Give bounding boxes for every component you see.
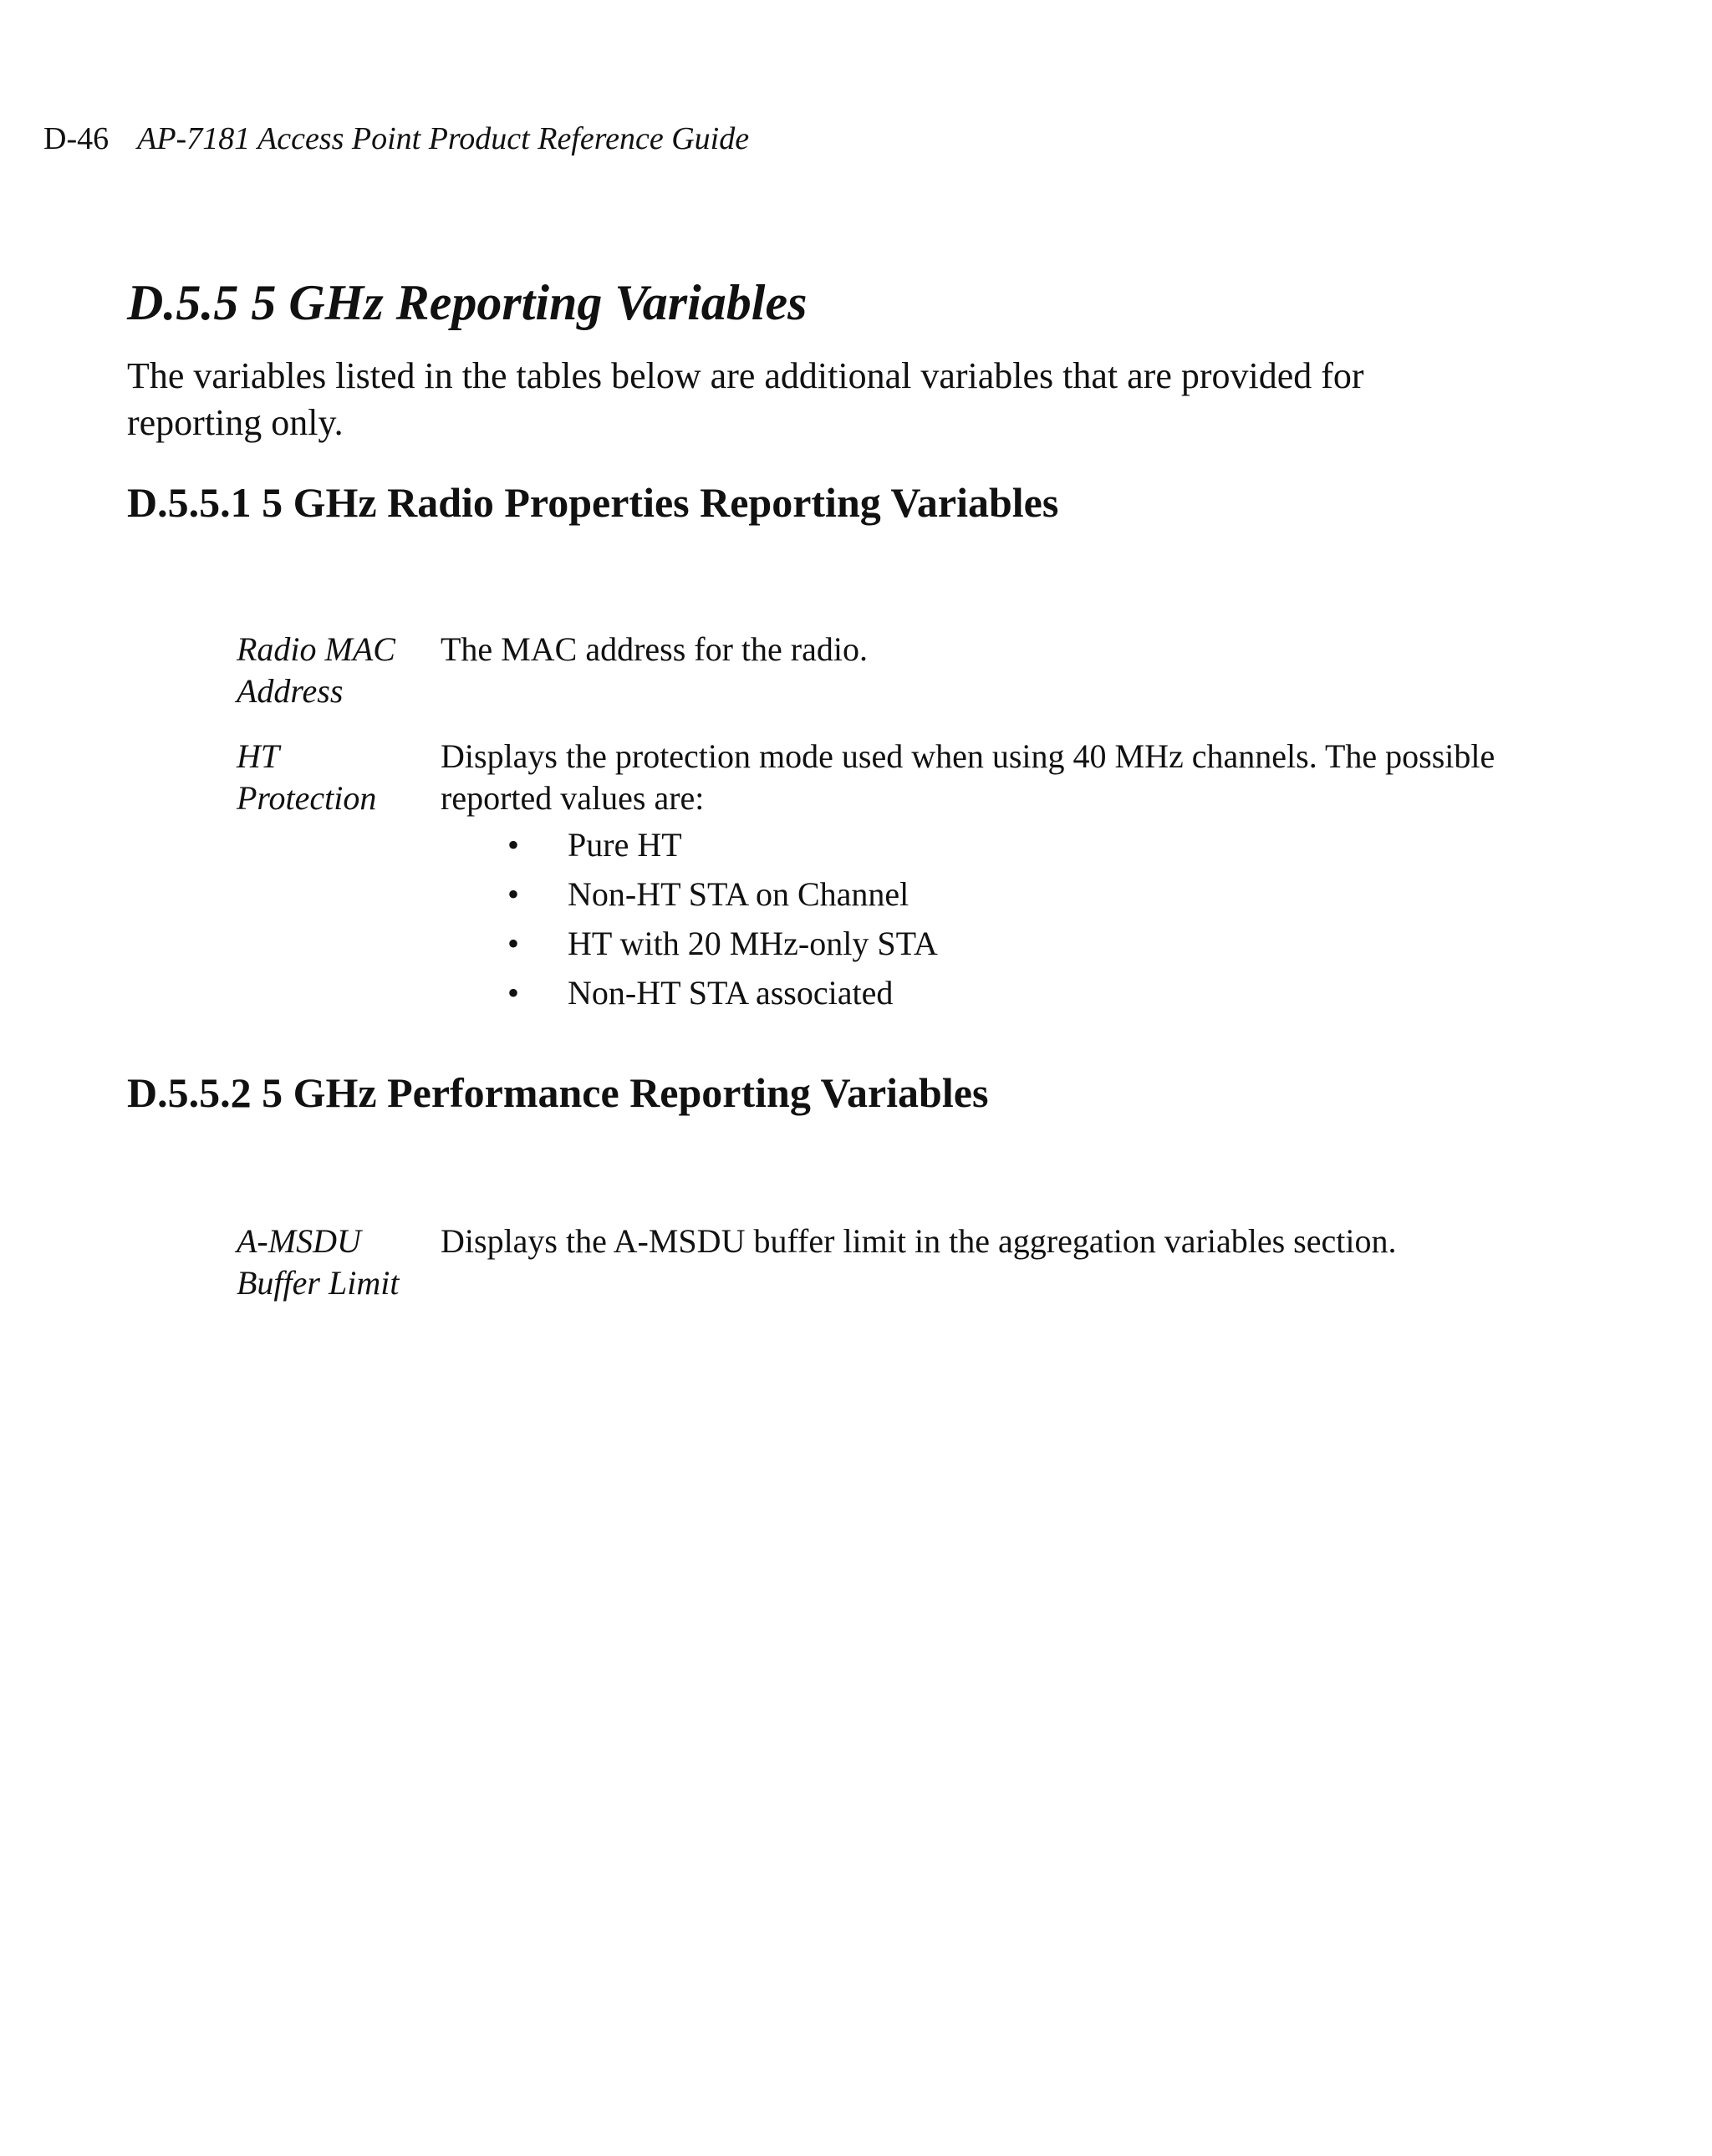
- subsection-title-performance: D.5.5.2 5 GHz Performance Reporting Variables: [127, 1069, 989, 1116]
- bullet-icon: •: [507, 925, 520, 962]
- variable-term-line: Address: [237, 672, 344, 710]
- reported-values-list: [441, 824, 1519, 1014]
- variable-term: [237, 629, 437, 712]
- variable-term-line: Radio MAC: [237, 630, 395, 668]
- bullet-icon: •: [507, 875, 520, 913]
- subsection-title-radio-properties: D.5.5.1 5 GHz Radio Properties Reporting Variables: [127, 479, 1059, 526]
- guide-title: AP-7181 Access Point Product Reference Guide: [137, 121, 750, 156]
- variable-term-line: Buffer Limit: [237, 1264, 400, 1302]
- section-title: D.5.5 5 GHz Reporting Variables: [127, 275, 808, 330]
- list-item: [441, 923, 1519, 965]
- list-item-text: Pure HT: [568, 826, 682, 864]
- list-item: [441, 874, 1519, 915]
- bullet-icon: •: [507, 826, 520, 864]
- variable-term: [237, 1221, 437, 1304]
- variable-description: Displays the protection mode used when using 40 MHz channels. The possible reported values are:: [441, 737, 1495, 817]
- bullet-icon: •: [507, 974, 520, 1012]
- list-item-text: HT with 20 MHz-only STA: [568, 925, 938, 962]
- page-number: D-46: [43, 121, 110, 156]
- section-intro: The variables listed in the tables below are additional variables that are provided for reporting only.: [127, 355, 1364, 443]
- variable-term: [237, 736, 437, 819]
- list-item: [441, 824, 1519, 866]
- variable-description: The MAC address for the radio.: [441, 630, 868, 668]
- variable-description-block: [441, 736, 1519, 1022]
- list-item-text: Non-HT STA on Channel: [568, 875, 910, 913]
- page-header: [43, 119, 749, 159]
- variable-term-line: HT: [237, 737, 280, 775]
- variable-description: Displays the A-MSDU buffer limit in the aggregation variables section.: [441, 1222, 1397, 1260]
- list-item: [441, 972, 1519, 1014]
- list-item-text: Non-HT STA associated: [568, 974, 894, 1012]
- variable-term-line: Protection: [237, 779, 377, 817]
- variable-term-line: A-MSDU: [237, 1222, 361, 1260]
